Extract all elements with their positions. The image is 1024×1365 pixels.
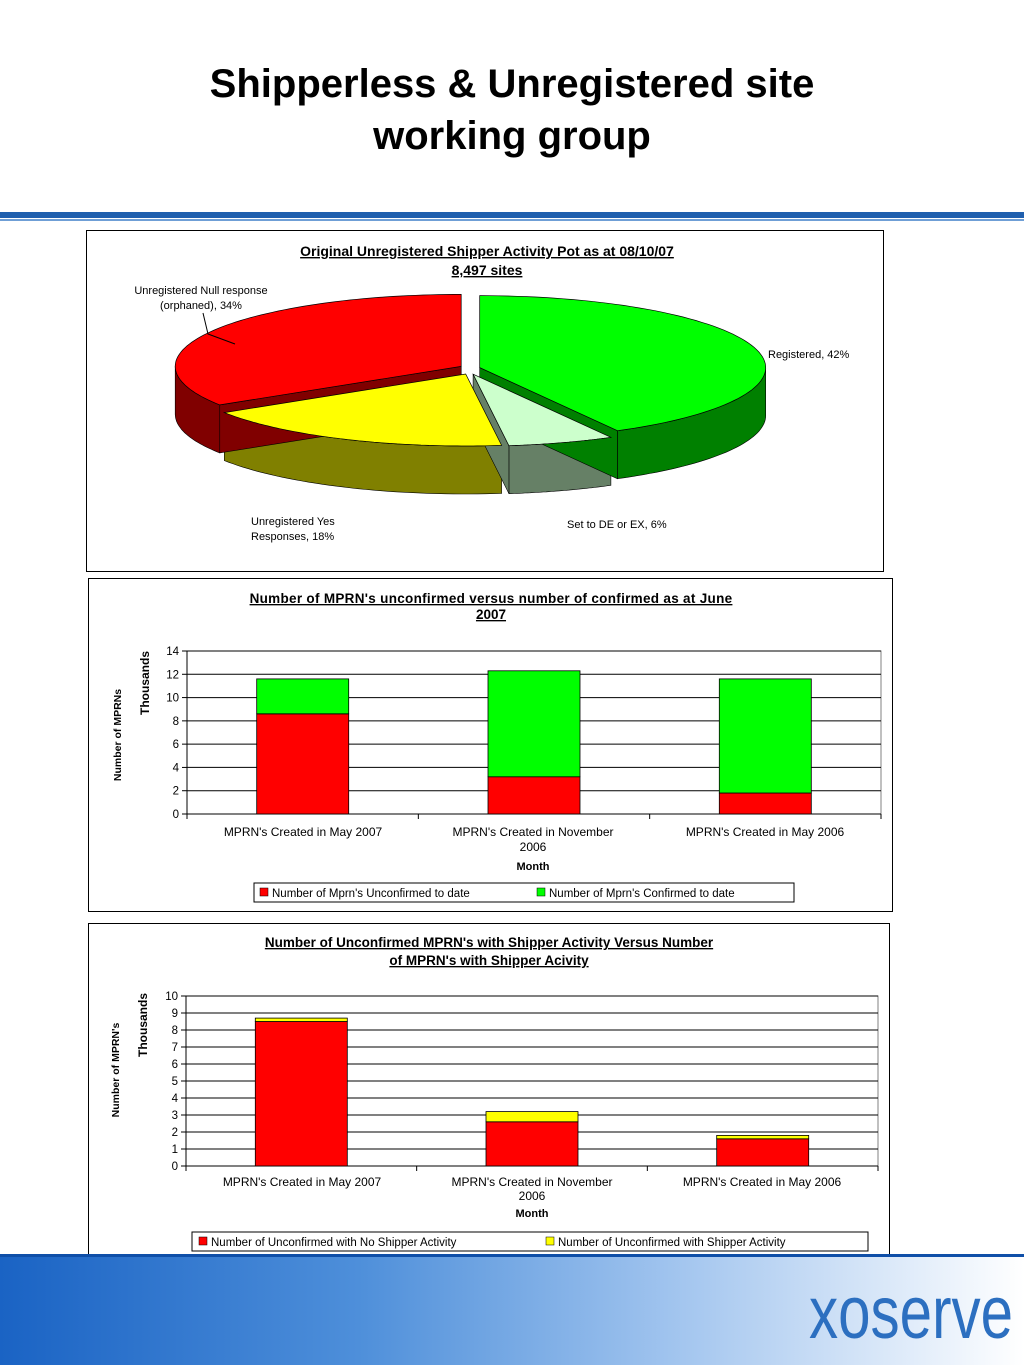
bar2-ytick-label: 8 [171,1025,178,1037]
bar2-title-line2: of MPRN's with Shipper Acivity [389,953,589,968]
bar2-plot [165,991,878,1173]
bar1-ytick-label: 8 [172,715,179,728]
bar1-bar-cat2-series1 [488,777,580,814]
bar1-cat2-line1: MPRN's Created in November [452,825,614,839]
bar2-ytick-label: 2 [171,1127,178,1139]
slide-title [0,58,1024,162]
bar2-legend-no-activity: Number of Unconfirmed with No Shipper Activity [211,1237,457,1249]
bar1-title-line2: 2007 [475,607,507,622]
bar1-ytick-label: 10 [166,692,179,705]
bar1-bar-cat1-series2 [257,679,349,714]
bar2-ytick-label: 5 [171,1076,178,1088]
bar1-cat3-line1: MPRN's Created in May 2006 [685,825,845,839]
bar1-ytick-label: 6 [172,739,179,752]
bar1-cat2-line2: 2006 [519,840,547,854]
label-yes-line1: Unregistered Yes [251,516,335,528]
pie-title-line2: 8,497 sites [451,262,523,278]
label-null-line1: Unregistered Null response [134,285,268,297]
bar1-ytick-label: 4 [172,762,179,775]
bar2-bar-cat1-series2 [255,1018,347,1021]
bar2-ytick-label: 10 [165,991,178,1003]
bar2-cat2-line1: MPRN's Created in November [451,1175,613,1189]
bar1-ytick-label: 12 [166,669,179,682]
label-yes-line2: Responses, 18% [251,531,335,543]
bar2-bar-cat3-series1 [717,1139,809,1166]
pie-title-line1: Original Unregistered Shipper Activity Pot as at 08/10/07 [300,243,674,259]
bar1-bar-cat2-series2 [488,671,580,777]
bar1-legend-unconfirmed: Number of Mprn's Unconfirmed to date [272,888,470,900]
bar2-title-line1: Number of Unconfirmed MPRN's with Shipper Activity Versus Number [264,935,714,950]
confirmed-bar-chart-panel [88,578,893,912]
slide-title-line1: Shipperless & Unregistered site [209,62,815,106]
bar2-legend-swatch-activity [546,1237,554,1245]
bar1-bar-cat3-series2 [719,679,811,793]
bar2-ytick-label: 4 [171,1093,178,1105]
shipper-activity-bar-chart-panel [88,923,890,1255]
shipper-activity-bar-chart [89,924,889,1254]
bar2-legend-swatch-no-activity [199,1237,207,1245]
bar2-bar-cat1-series1 [255,1022,347,1167]
bar2-cat3-line1: MPRN's Created in May 2006 [682,1175,842,1189]
bar1-ytick-label: 2 [172,785,179,798]
bar2-ytick-label: 9 [171,1008,178,1020]
bar1-title-line1: Number of MPRN's unconfirmed versus number of confirmed as at June [249,591,733,606]
slide-title-line2: working group [373,114,651,158]
footer-top-line [0,1254,1024,1257]
bar1-plot [166,646,881,821]
bar2-xlabel: Month [515,1208,549,1220]
bar2-cat1-line1: MPRN's Created in May 2007 [222,1175,382,1189]
bar1-ytick-label: 0 [172,809,179,821]
bar1-bar-cat3-series1 [719,793,811,814]
label-registered: Registered, 42% [768,349,850,361]
bar1-ytick-label: 14 [166,646,179,658]
pie-chart-panel [86,230,884,572]
label-null-line2: (orphaned), 34% [160,300,242,312]
bar2-ylabel-inner: Thousands [136,992,150,1058]
title-divider-accent [0,219,1024,221]
label-set-de: Set to DE or EX, 6% [567,519,667,531]
bar2-cat2-line2: 2006 [518,1189,546,1203]
confirmed-bar-chart [89,579,892,911]
bar1-legend-swatch-confirmed [537,888,545,896]
title-divider [0,212,1024,218]
bar2-ytick-label: 7 [171,1042,178,1054]
bar1-ylabel-outer: Number of MPRNs [112,688,124,782]
bar1-xlabel: Month [516,861,550,873]
bar2-bar-cat2-series2 [486,1112,578,1122]
bar1-ylabel-inner: Thousands [138,650,152,716]
bar2-bar-cat2-series1 [486,1122,578,1166]
bar2-legend-activity: Number of Unconfirmed with Shipper Activity [558,1237,786,1249]
bar2-ytick-label: 1 [171,1144,178,1156]
pie-chart [87,231,883,571]
bar1-legend-confirmed: Number of Mprn's Confirmed to date [549,888,735,900]
bar2-ytick-label: 0 [171,1161,178,1173]
bar2-ytick-label: 6 [171,1059,178,1071]
bar1-legend-swatch-unconfirmed [260,888,268,896]
bar1-cat1-line1: MPRN's Created in May 2007 [223,825,383,839]
xoserve-logo [806,1268,1016,1348]
pie-body [175,294,766,494]
logo-text: xoserve [809,1271,1013,1348]
bar1-bar-cat1-series1 [257,714,349,814]
bar2-bar-cat3-series2 [717,1135,809,1138]
bar2-ylabel-outer: Number of MPRN's [110,1022,122,1118]
bar2-ytick-label: 3 [171,1110,178,1122]
